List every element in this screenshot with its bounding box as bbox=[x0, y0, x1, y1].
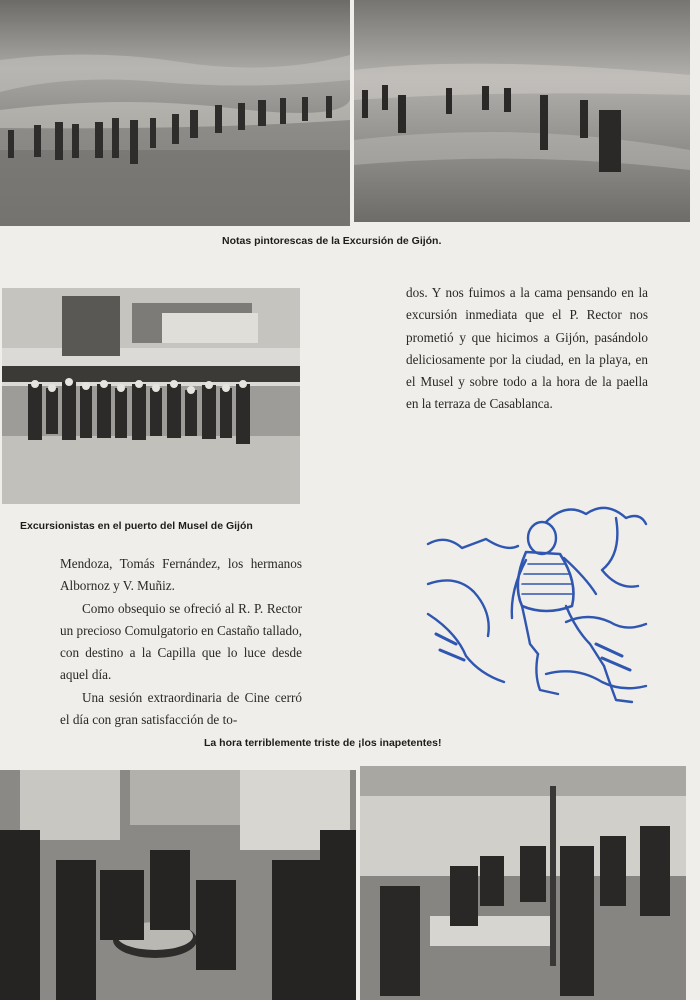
terrace-photo bbox=[360, 766, 686, 1000]
caption-gijon-excursion: Notas pintorescas de la Excursión de Gijón. bbox=[222, 235, 442, 247]
left-paragraph-3: Una sesión extraordinaria de Cine cerró el día con gran satisfacción de to- bbox=[60, 689, 302, 728]
left-column bbox=[60, 553, 302, 731]
caption-inapetentes: La hora terriblemente triste de ¡los inapetentes! bbox=[204, 737, 442, 749]
caption-musel-port: Excursionistas en el puerto del Musel de Gijón bbox=[20, 520, 253, 532]
port-photo bbox=[2, 288, 300, 504]
left-paragraph-1: Mendoza, Tomás Fernández, los hermanos Albornoz y V. Muñiz. bbox=[60, 556, 302, 594]
right-column bbox=[406, 282, 648, 416]
beach-photo-left bbox=[0, 0, 350, 226]
hiking-boy-illustration bbox=[426, 494, 648, 716]
right-paragraph: dos. Y nos fuimos a la cama pensando en la excursión inmediata que el P. Rector nos prometió y que hicimos a Gijón, pasándolo deliciosamente por la ciudad, en la playa, en el Musel y sobre todo a la hora de la paella en la terraza de Casablanca. bbox=[406, 285, 648, 412]
left-paragraph-2: Como obsequio se ofreció al R. P. Rector un precioso Comulgatorio en Castaño tallado, con destino a la Capilla que lo luce desde aquel día. bbox=[60, 600, 302, 683]
beach-photo-right bbox=[354, 0, 690, 222]
paella-photo bbox=[0, 770, 356, 1000]
